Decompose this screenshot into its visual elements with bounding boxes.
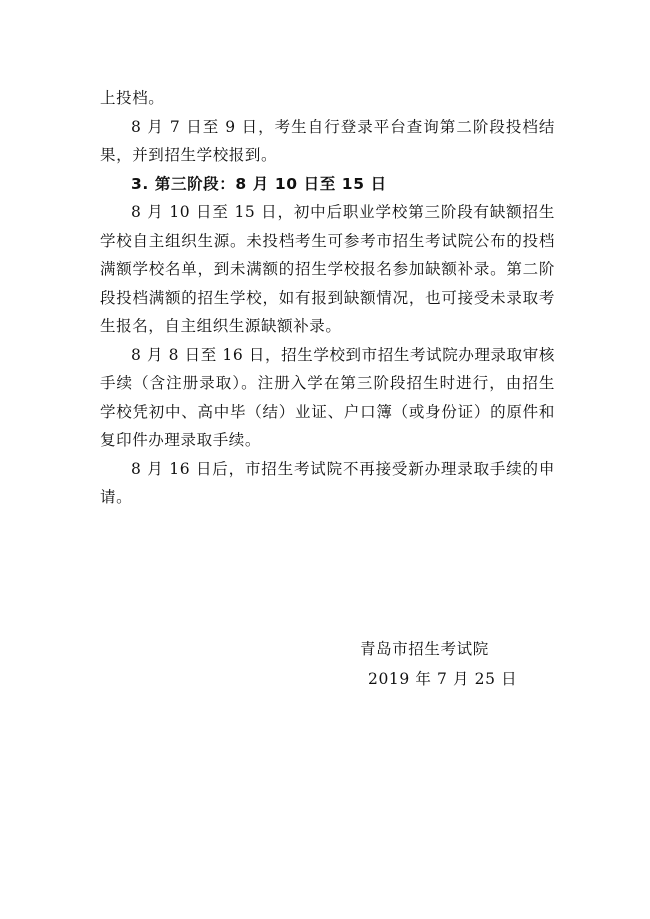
paragraph-deadline: 8 月 16 日后，市招生考试院不再接受新办理录取手续的申请。 xyxy=(100,459,555,506)
signature-org: 青岛市招生考试院 xyxy=(360,640,489,658)
section-heading-stage3: 3. 第三阶段：8 月 10 日至 15 日 xyxy=(131,174,387,193)
paragraph-stage3-details: 8 月 10 日至 15 日，初中后职业学校第三阶段有缺额招生学校自主组织生源。未投档考生可参考市招生考试院公布的投档满额学校名单，到未满额的招生学校报名参加缺额补录。第二阶段投档满额的招生学校，如有报到缺额情况，也可接受未录取考生报名，自主组织生源缺额补录。 xyxy=(100,203,555,335)
paragraph-stage2-result: 8 月 7 日至 9 日，考生自行登录平台查询第二阶段投档结果，并到招生学校报到。 xyxy=(100,117,555,164)
signature-date: 2019 年 7 月 25 日 xyxy=(368,670,518,688)
document-body xyxy=(100,84,555,512)
paragraph-admission-procedure: 8 月 8 日至 16 日，招生学校到市招生考试院办理录取审核手续（含注册录取）。注册入学在第三阶段招生时进行，由招生学校凭初中、高中毕（结）业证、户口簿（或身份证）的原件和复印件办理录取手续。 xyxy=(100,345,555,449)
signature-block xyxy=(360,634,517,694)
paragraph-continuation: 上投档。 xyxy=(100,89,165,107)
